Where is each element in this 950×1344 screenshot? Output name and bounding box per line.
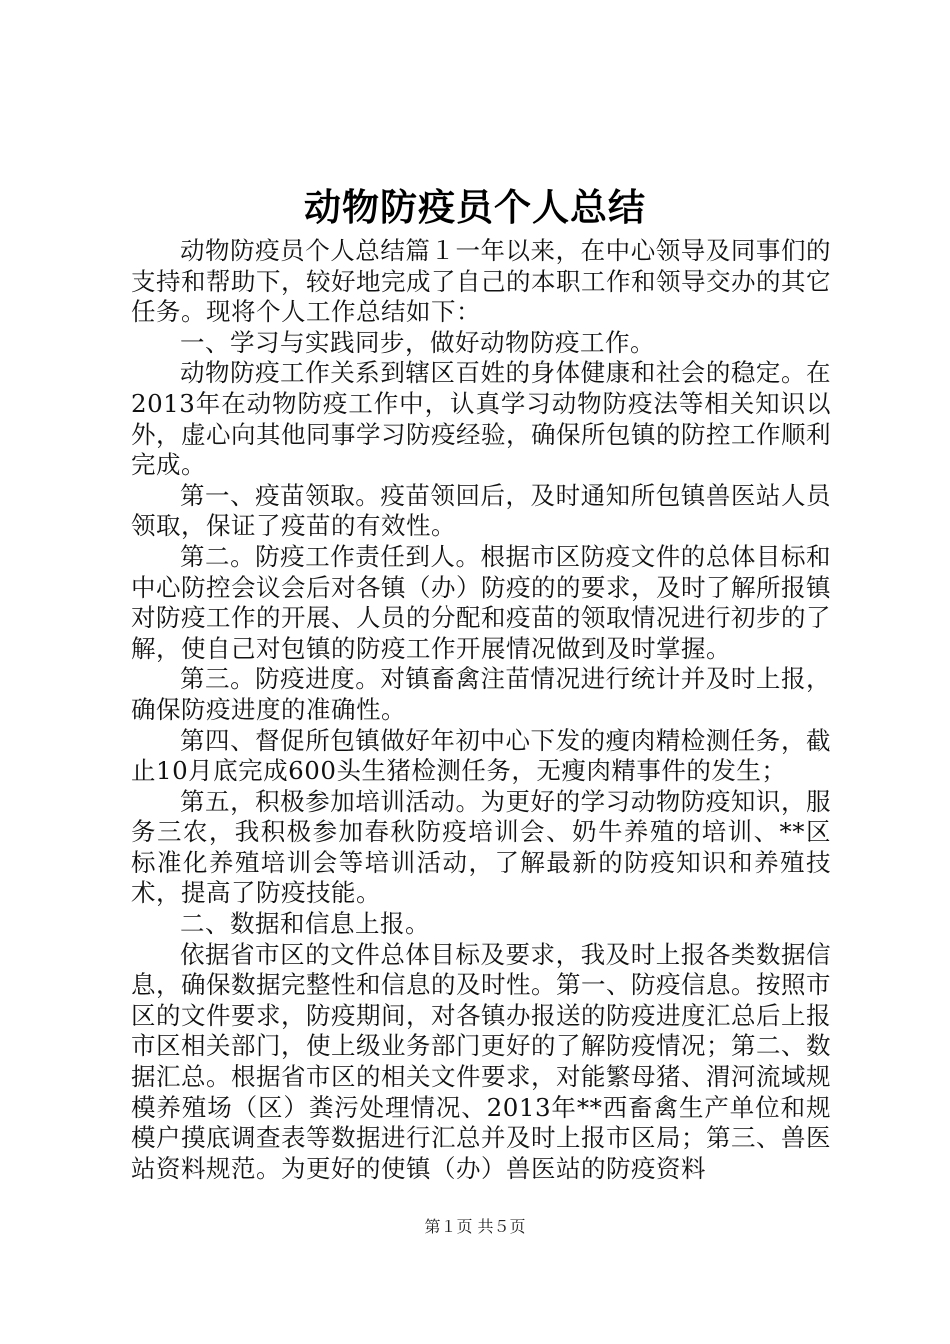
paragraph-section-1-body: 动物防疫工作关系到辖区百姓的身体健康和社会的稳定。在2013年在动物防疫工作中，认真学习动物防疫法等相关知识以外，虚心向其他同事学习防疫经验，确保所包镇的防控工作顺利完成。 <box>131 358 831 480</box>
document-title: 动物防疫员个人总结 <box>304 186 646 229</box>
paragraph-section-2-heading: 二、数据和信息上报。 <box>180 909 430 939</box>
paragraph-item-5: 第五，积极参加培训活动。为更好的学习动物防疫知识，服务三农，我积极参加春秋防疫培训会、奶牛养殖的培训、**区标准化养殖培训会等培训活动，了解最新的防疫知识和养殖技术，提高了防疫技能。 <box>131 786 831 908</box>
paragraph-item-3: 第三。防疫进度。对镇畜禽注苗情况进行统计并及时上报，确保防疫进度的准确性。 <box>131 664 831 724</box>
page-number-footer: 第１页 共５页 <box>424 1217 526 1236</box>
paragraph-item-1: 第一、疫苗领取。疫苗领回后，及时通知所包镇兽医站人员领取，保证了疫苗的有效性。 <box>131 480 831 541</box>
paragraph-item-2: 第二。防疫工作责任到人。根据市区防疫文件的总体目标和中心防控会议会后对各镇（办）防疫的的要求，及时了解所报镇对防疫工作的开展、人员的分配和疫苗的领取情况进行初步的了解，使自己对包镇的防疫工作开展情况做到及时掌握。 <box>131 541 831 663</box>
document-body <box>131 236 831 1184</box>
paragraph-item-4: 第四、督促所包镇做好年初中心下发的瘦肉精检测任务，截止10月底完成600头生猪检测任务，无瘦肉精事件的发生； <box>131 725 831 786</box>
paragraph-section-1-heading: 一、学习与实践同步，做好动物防疫工作。 <box>180 327 655 357</box>
paragraph-section-2-body: 依据省市区的文件总体目标及要求，我及时上报各类数据信息，确保数据完整性和信息的及时性。第一、防疫信息。按照市区的文件要求，防疫期间，对各镇办报送的防疫进度汇总后上报市区相关部门，使上级业务部门更好的了解防疫情况；第二、数据汇总。根据省市区的相关文件要求，对能繁母猪、渭河流域规模养殖场（区）粪污处理情况、2013年**西畜禽生产单位和规模户摸底调查表等数据进行汇总并及时上报市区局；第三、兽医站资料规范。为更好的使镇（办）兽医站的防疫资料 <box>131 939 831 1183</box>
paragraph-intro: 动物防疫员个人总结篇１一年以来，在中心领导及同事们的支持和帮助下，较好地完成了自己的本职工作和领导交办的其它任务。现将个人工作总结如下： <box>131 236 831 327</box>
